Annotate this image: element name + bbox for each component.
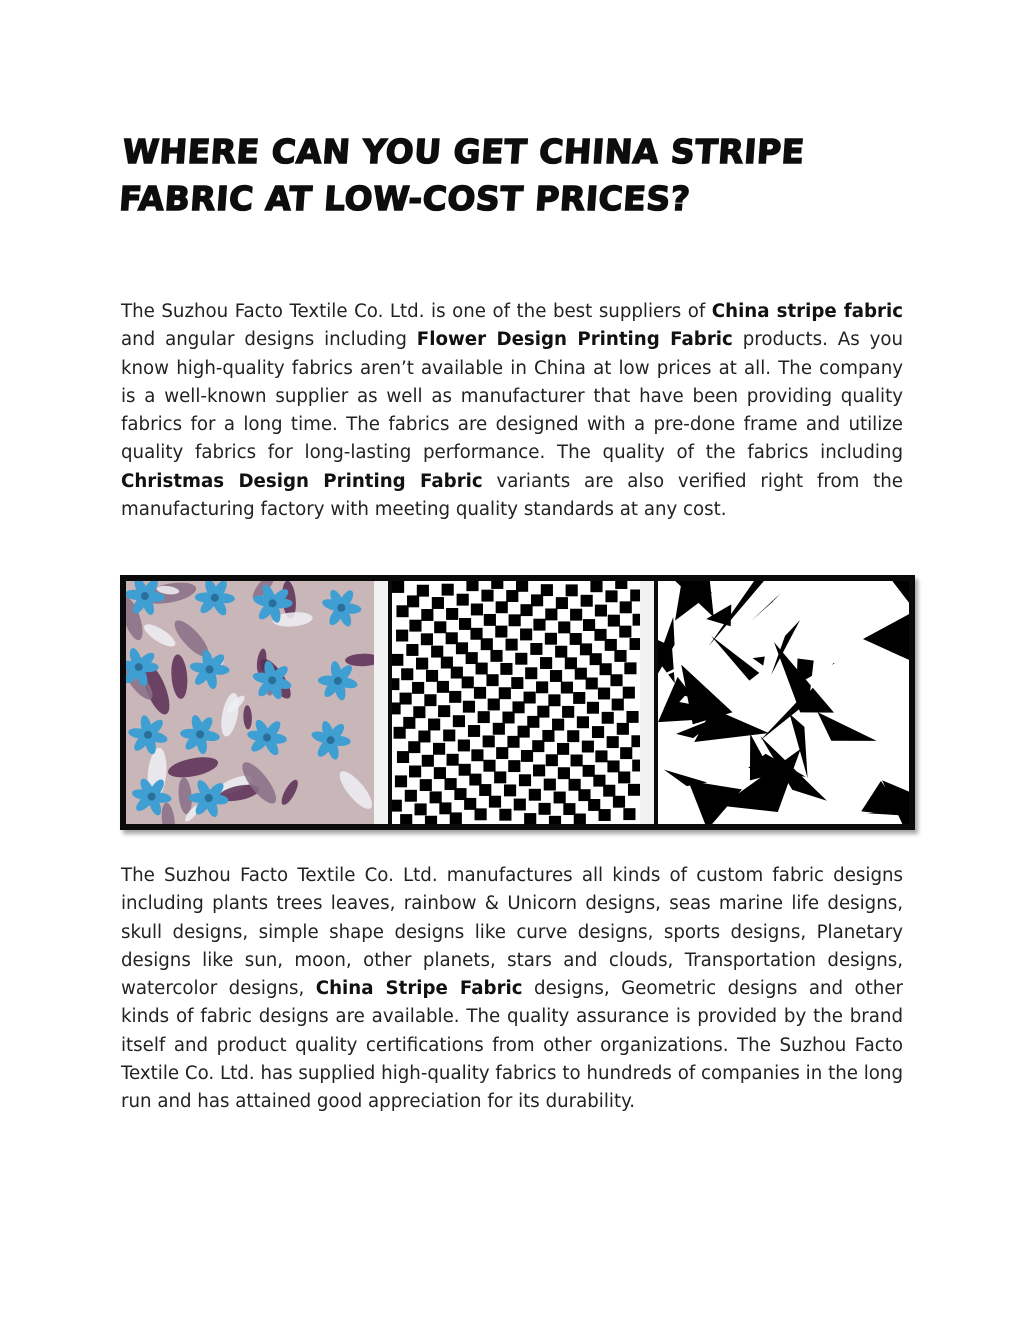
checker-square — [496, 601, 508, 613]
checker-square — [407, 595, 419, 607]
checker-square — [577, 716, 589, 728]
checker-square — [499, 809, 511, 821]
checker-square — [483, 735, 495, 747]
checker-square — [545, 608, 557, 620]
flower-center — [141, 592, 149, 600]
checker-square — [603, 785, 615, 797]
checker-square — [500, 663, 512, 675]
checker-square — [466, 579, 478, 591]
checker-square — [464, 798, 476, 810]
checker-square — [623, 687, 635, 699]
checker-square — [590, 580, 602, 592]
checker-square — [533, 764, 545, 776]
checker-square — [447, 754, 459, 766]
checker-square — [515, 653, 527, 665]
checker-square — [418, 731, 430, 743]
checker-square — [451, 667, 463, 679]
checker-square — [409, 620, 421, 632]
checker-square — [431, 646, 443, 658]
title-line-2: FABRIC AT LOW-COST PRICES? — [117, 179, 692, 218]
checker-square — [463, 701, 475, 713]
checker-square — [449, 691, 461, 703]
checker-square — [437, 681, 449, 693]
checker-square — [401, 668, 413, 680]
checker-square — [567, 730, 579, 742]
geometric-print-panel — [635, 575, 915, 830]
checker-square — [548, 694, 560, 706]
flower-center — [211, 594, 219, 602]
checker-square — [527, 716, 539, 728]
checker-square — [570, 633, 582, 645]
checker-square — [554, 792, 566, 804]
checker-square — [520, 628, 532, 640]
checker-square — [489, 796, 501, 808]
checker-square — [439, 802, 451, 814]
checker-square — [570, 609, 582, 621]
checker-square — [613, 796, 625, 808]
checker-square — [433, 743, 445, 755]
checker-square — [484, 614, 496, 626]
checker-square — [499, 687, 511, 699]
checker-square — [426, 670, 438, 682]
checker-square — [502, 712, 514, 724]
checker-square — [623, 808, 635, 820]
checker-square — [450, 812, 462, 824]
intro-text-3: products. As you know high-quality fabrics aren’t available in China at low prices at all. The company is a well-known supplier as well as manufacturer that have been providing quality fabrics for a long time. The fabrics are designed with a pre-done frame and utilize quality fabrics for long-lasting performance. The quality of the fabrics including — [121, 329, 904, 464]
checker-square — [506, 590, 518, 602]
checker-square — [592, 726, 604, 738]
checker-square — [626, 711, 638, 723]
intro-text-4: variants are also verified right from the manufacturing factory with meeting quality standards at any cost. — [121, 470, 903, 521]
checker-square — [562, 706, 574, 718]
checker-square — [479, 784, 491, 796]
checker-square — [509, 614, 521, 626]
checker-square — [416, 658, 428, 670]
checker-square — [525, 667, 537, 679]
checker-square — [459, 618, 471, 630]
checker-square — [397, 751, 409, 763]
checker-square — [462, 676, 474, 688]
checker-square — [434, 621, 446, 633]
checker-square — [540, 657, 552, 669]
intro-text-1: The Suzhou Facto Textile Co. Ltd. is one of the best suppliers of — [121, 301, 712, 322]
flower-center — [327, 736, 335, 744]
checker-square — [514, 799, 526, 811]
checker-square — [457, 594, 469, 606]
checker-square — [566, 584, 578, 596]
checker-square — [430, 791, 442, 803]
flower-center — [334, 677, 342, 685]
flower-center — [206, 665, 214, 673]
checker-square — [421, 609, 433, 621]
checker-square — [486, 674, 498, 686]
designs-paragraph — [121, 862, 903, 1117]
checker-square — [493, 723, 505, 735]
checker-square — [442, 584, 454, 596]
checker-square — [396, 630, 408, 642]
christmas-design-fabric-link[interactable]: Christmas Design Printing Fabric — [121, 470, 483, 492]
fabric-samples-svg — [120, 575, 915, 830]
checker-square — [469, 774, 481, 786]
checker-square — [506, 639, 518, 651]
checker-square — [521, 750, 533, 762]
checker-square — [408, 741, 420, 753]
floral-print-panel — [120, 575, 381, 830]
checker-square — [614, 650, 626, 662]
checker-square — [630, 638, 642, 650]
checker-square — [438, 705, 450, 717]
checker-square — [459, 764, 471, 776]
flower-center — [263, 734, 271, 742]
checker-square — [412, 682, 424, 694]
checker-square — [471, 749, 483, 761]
checker-square — [520, 604, 532, 616]
ruler-strip — [640, 581, 654, 824]
checker-square — [544, 779, 556, 791]
checker-square — [519, 774, 531, 786]
checker-square — [542, 730, 554, 742]
china-stripe-fabric-link-2[interactable]: China Stripe Fabric — [315, 978, 523, 1000]
intro-paragraph — [121, 298, 903, 524]
checker-square — [488, 699, 500, 711]
checker-square — [583, 619, 595, 631]
checker-square — [531, 594, 543, 606]
checker-square — [607, 760, 619, 772]
checker-square — [558, 767, 570, 779]
checker-square — [624, 662, 636, 674]
article-title — [118, 128, 925, 222]
checker-square — [443, 730, 455, 742]
checker-square — [470, 628, 482, 640]
checker-square — [516, 580, 528, 592]
checker-square — [619, 626, 631, 638]
wavy-checkerboard-panel — [387, 577, 644, 828]
title-line-1: WHERE CAN YOU GET CHINA STRIPE — [121, 132, 807, 171]
checker-square — [475, 808, 487, 820]
checker-square — [458, 740, 470, 752]
checker-square — [481, 638, 493, 650]
checker-square — [406, 644, 418, 656]
checker-square — [512, 701, 524, 713]
designs-text-1: The Suzhou Facto Textile Co. Ltd. manufactures all kinds of custom fabric designs including plants trees leaves, rainbow & Unicorn designs, seas marine life designs, skull designs, simple shape designs like curve designs, sports designs, Planetary designs like sun, moon, other planets, stars and clouds, Transportation designs, watercolor designs, — [121, 865, 903, 1000]
checker-square — [453, 715, 465, 727]
checker-square — [496, 747, 508, 759]
checker-square — [595, 750, 607, 762]
flower-center — [148, 793, 156, 801]
checker-square — [415, 803, 427, 815]
checker-square — [478, 711, 490, 723]
checker-square — [495, 626, 507, 638]
checker-square — [574, 813, 586, 825]
checker-square — [586, 678, 598, 690]
checker-square — [610, 674, 622, 686]
checker-square — [424, 694, 436, 706]
designs-text-2: designs, Geometric designs and other kinds of fabric designs are available. The quality assurance is provided by the brand itself and product quality certifications from other organizations. The Suzhou Facto Textile Co. Ltd. has supplied high-quality fabrics to hundreds of companies in the long run and has attained good appreciation for its durability. — [121, 978, 903, 1113]
checker-square — [565, 657, 577, 669]
checker-square — [617, 723, 629, 735]
checker-square — [466, 652, 478, 664]
checker-square — [446, 608, 458, 620]
checker-square — [595, 605, 607, 617]
checker-square — [618, 771, 630, 783]
checker-square — [588, 799, 600, 811]
checker-square — [605, 590, 617, 602]
checker-square — [400, 693, 412, 705]
checker-square — [599, 809, 611, 821]
checker-square — [573, 692, 585, 704]
checker-square — [539, 803, 551, 815]
checker-square — [524, 813, 536, 825]
checker-square — [476, 663, 488, 675]
checker-square — [608, 615, 620, 627]
checker-square — [583, 765, 595, 777]
checker-square — [563, 803, 575, 815]
checker-square — [620, 601, 632, 613]
checker-square — [537, 706, 549, 718]
checker-square — [396, 605, 408, 617]
checker-square — [471, 604, 483, 616]
checker-square — [490, 650, 502, 662]
flower-center — [337, 604, 345, 612]
checker-square — [494, 771, 506, 783]
flower-design-fabric-link[interactable]: Flower Design Printing Fabric — [416, 329, 733, 351]
checker-square — [403, 717, 415, 729]
checker-square — [392, 581, 404, 593]
checker-square — [600, 663, 612, 675]
checker-square — [420, 779, 432, 791]
checker-square — [571, 755, 583, 767]
checker-square — [555, 646, 567, 658]
flower-center — [196, 730, 204, 738]
checker-square — [607, 736, 619, 748]
checker-square — [409, 766, 421, 778]
checker-square — [602, 712, 614, 724]
checker-square — [504, 784, 516, 796]
intro-text-2: and angular designs including — [121, 329, 417, 351]
checker-square — [530, 643, 542, 655]
checker-square — [546, 754, 558, 766]
fabric-samples-image — [120, 575, 915, 830]
checker-square — [598, 688, 610, 700]
checker-square — [628, 784, 640, 796]
checker-square — [481, 590, 493, 602]
checker-square — [582, 741, 594, 753]
checker-square — [569, 779, 581, 791]
checker-square — [552, 719, 564, 731]
checker-square — [556, 597, 568, 609]
flower-center — [268, 676, 276, 684]
checker-square — [550, 670, 562, 682]
checker-square — [541, 584, 553, 596]
flower-center — [135, 663, 143, 671]
checker-square — [605, 639, 617, 651]
checker-square — [391, 654, 403, 666]
checker-square — [533, 619, 545, 631]
flower-center — [144, 731, 152, 739]
checker-square — [529, 789, 541, 801]
checker-square — [575, 668, 587, 680]
checker-square — [421, 633, 433, 645]
checker-square — [581, 595, 593, 607]
checker-square — [532, 740, 544, 752]
china-stripe-fabric-link[interactable]: China stripe fabric — [711, 301, 903, 322]
checker-square — [508, 760, 520, 772]
checker-square — [612, 699, 624, 711]
flower-center — [269, 599, 277, 607]
checker-square — [413, 706, 425, 718]
checker-square — [587, 702, 599, 714]
flower-center — [205, 794, 213, 802]
checker-square — [417, 585, 429, 597]
checker-square — [557, 743, 569, 755]
checker-square — [561, 682, 573, 694]
checker-square — [468, 725, 480, 737]
checker-square — [507, 736, 519, 748]
checker-square — [474, 687, 486, 699]
checker-square — [405, 790, 417, 802]
checker-square — [434, 767, 446, 779]
checker-square — [511, 677, 523, 689]
checker-square — [620, 747, 632, 759]
checker-square — [536, 681, 548, 693]
checker-square — [432, 597, 444, 609]
checker-square — [395, 775, 407, 787]
ruler-strip — [374, 581, 388, 824]
checker-square — [428, 719, 440, 731]
checker-square — [524, 692, 536, 704]
checker-square — [545, 633, 557, 645]
checker-square — [422, 755, 434, 767]
checker-square — [558, 621, 570, 633]
checker-square — [483, 760, 495, 772]
